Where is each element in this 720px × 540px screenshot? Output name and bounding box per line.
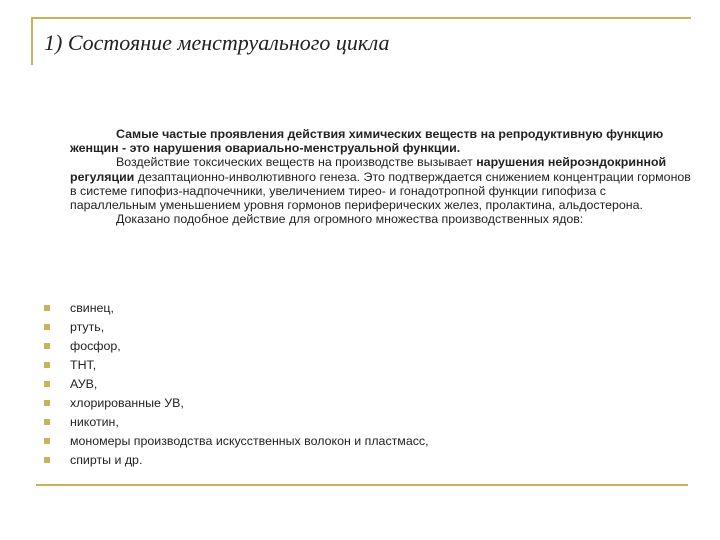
list-item: никотин, bbox=[44, 413, 429, 432]
title-frame-left-line bbox=[31, 17, 33, 65]
square-bullet-icon bbox=[44, 324, 50, 330]
slide-title: 1) Состояние менструального цикла bbox=[44, 30, 390, 55]
list-item: фосфор, bbox=[44, 337, 429, 356]
title-frame-top-line bbox=[31, 17, 691, 19]
square-bullet-icon bbox=[44, 457, 50, 463]
square-bullet-icon bbox=[44, 305, 50, 311]
body-text bbox=[70, 127, 695, 226]
list-item: АУВ, bbox=[44, 375, 429, 394]
square-bullet-icon bbox=[44, 381, 50, 387]
paragraph-3 bbox=[70, 212, 695, 226]
list-item: хлорированные УВ, bbox=[44, 394, 429, 413]
square-bullet-icon bbox=[44, 362, 50, 368]
square-bullet-icon bbox=[44, 343, 50, 349]
paragraph-2-end: дезаптационно-инволютивного генеза. Это подтверждается снижением концентрации гормонов в системе гипофиз-надпочечники, увеличением тирео- и гонадотропной функции гипофиза с параллельным уменьшением уровня гормонов периферических желез, пролактина, альдостерона. bbox=[70, 169, 691, 213]
list-item: ТНТ, bbox=[44, 356, 429, 375]
bottom-divider bbox=[36, 484, 688, 486]
square-bullet-icon bbox=[44, 438, 50, 444]
list-item: мономеры производства искусственных волокон и пластмасс, bbox=[44, 432, 429, 451]
paragraph-1 bbox=[70, 127, 695, 155]
paragraph-1-text: Самые частые проявления действия химических веществ на репродуктивную функцию женщин - это нарушения овариально-менструальной функции. bbox=[70, 127, 664, 156]
paragraph-2-bold: нарушения нейроэндокринной регуляции bbox=[70, 155, 667, 184]
paragraph-2 bbox=[70, 155, 695, 212]
list-item: свинец, bbox=[44, 299, 429, 318]
toxic-substances-list bbox=[44, 299, 429, 470]
square-bullet-icon bbox=[44, 419, 50, 425]
list-item: спирты и др. bbox=[44, 451, 429, 470]
list-item: ртуть, bbox=[44, 318, 429, 337]
paragraph-2-start: Воздействие токсических веществ на производстве вызывает bbox=[116, 155, 477, 170]
paragraph-3-text: Доказано подобное действие для огромного множества производственных ядов: bbox=[116, 212, 584, 227]
square-bullet-icon bbox=[44, 400, 50, 406]
